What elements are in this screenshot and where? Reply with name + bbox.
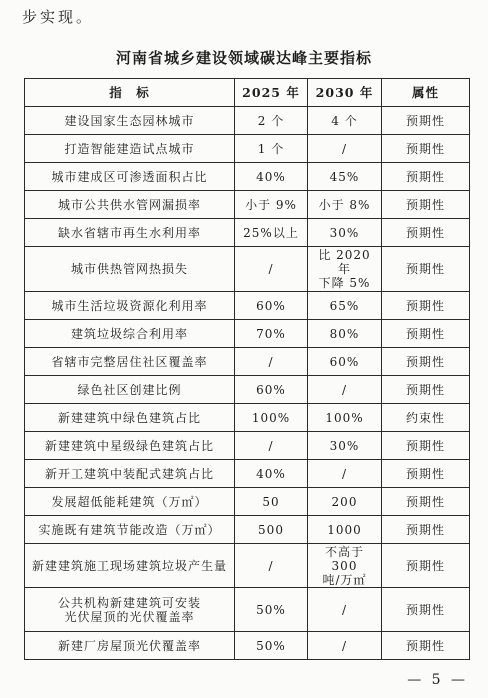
cell-2030: / — [308, 588, 382, 632]
cell-2030: 比 2020 年 下降 5% — [308, 247, 382, 292]
cell-2025: 500 — [235, 516, 308, 544]
table-title: 河南省城乡建设领域碳达峰主要指标 — [115, 49, 372, 67]
cell-2025: 40% — [235, 460, 308, 488]
table-row — [25, 516, 470, 544]
cell-attribute: 预期性 — [382, 292, 470, 320]
table-row — [25, 588, 470, 632]
cell-attribute: 预期性 — [382, 247, 470, 292]
cell-2025: / — [235, 544, 308, 588]
cell-2030: 30% — [308, 219, 382, 247]
cell-attribute: 预期性 — [382, 135, 470, 163]
cell-2030: 60% — [308, 348, 382, 376]
cell-indicator: 新建建筑中绿色建筑占比 — [25, 404, 235, 432]
cell-attribute: 预期性 — [382, 219, 470, 247]
table-row — [25, 376, 470, 404]
cell-indicator: 城市生活垃圾资源化利用率 — [25, 292, 235, 320]
cell-indicator: 发展超低能耗建筑（万㎡） — [25, 488, 235, 516]
cell-attribute: 预期性 — [382, 107, 470, 135]
cell-2025: / — [235, 432, 308, 460]
cell-2030: / — [308, 376, 382, 404]
cell-indicator: 实施既有建筑节能改造（万㎡） — [25, 516, 235, 544]
table-row — [25, 544, 470, 588]
table-row — [25, 107, 470, 135]
cell-2030: 不高于 300 吨/万㎡ — [308, 544, 382, 588]
indicator-table — [24, 78, 470, 660]
cell-indicator: 打造智能建造试点城市 — [25, 135, 235, 163]
cell-2030: 200 — [308, 488, 382, 516]
cell-2025: 1 个 — [235, 135, 308, 163]
cell-2025: 40% — [235, 163, 308, 191]
cell-attribute: 预期性 — [382, 632, 470, 660]
cell-2025: 2 个 — [235, 107, 308, 135]
cell-2030: / — [308, 460, 382, 488]
table-row — [25, 191, 470, 219]
cell-attribute: 约束性 — [382, 404, 470, 432]
cell-2030: 65% — [308, 292, 382, 320]
intro-text: 步实现。 — [22, 8, 95, 26]
cell-2025: / — [235, 247, 308, 292]
cell-2025: 50% — [235, 588, 308, 632]
cell-2030: 小于 8% — [308, 191, 382, 219]
header-indicator: 指 标 — [25, 79, 235, 107]
cell-indicator: 缺水省辖市再生水利用率 — [25, 219, 235, 247]
cell-indicator: 新建厂房屋顶光伏覆盖率 — [25, 632, 235, 660]
cell-attribute: 预期性 — [382, 460, 470, 488]
cell-2030: 4 个 — [308, 107, 382, 135]
cell-indicator: 省辖市完整居住社区覆盖率 — [25, 348, 235, 376]
cell-indicator: 绿色社区创建比例 — [25, 376, 235, 404]
cell-2025: 100% — [235, 404, 308, 432]
table-body — [25, 107, 470, 660]
cell-attribute: 预期性 — [382, 588, 470, 632]
cell-attribute: 预期性 — [382, 191, 470, 219]
cell-indicator: 建筑垃圾综合利用率 — [25, 320, 235, 348]
cell-indicator: 城市供热管网热损失 — [25, 247, 235, 292]
table-row — [25, 460, 470, 488]
cell-2025: / — [235, 348, 308, 376]
cell-2030: / — [308, 632, 382, 660]
cell-indicator: 城市建成区可渗透面积占比 — [25, 163, 235, 191]
cell-2030: 30% — [308, 432, 382, 460]
table-row — [25, 348, 470, 376]
cell-2025: 小于 9% — [235, 191, 308, 219]
table-header-row — [25, 79, 470, 107]
cell-2025: 60% — [235, 376, 308, 404]
cell-attribute: 预期性 — [382, 348, 470, 376]
table-row — [25, 320, 470, 348]
cell-2030: / — [308, 135, 382, 163]
cell-attribute: 预期性 — [382, 320, 470, 348]
cell-indicator: 公共机构新建建筑可安装 光伏屋顶的光伏覆盖率 — [25, 588, 235, 632]
cell-attribute: 预期性 — [382, 163, 470, 191]
table-row — [25, 432, 470, 460]
cell-2030: 100% — [308, 404, 382, 432]
cell-2025: 70% — [235, 320, 308, 348]
header-attribute: 属性 — [382, 79, 470, 107]
cell-attribute: 预期性 — [382, 544, 470, 588]
cell-attribute: 预期性 — [382, 488, 470, 516]
table-row — [25, 135, 470, 163]
cell-indicator: 新建建筑中星级绿色建筑占比 — [25, 432, 235, 460]
cell-attribute: 预期性 — [382, 516, 470, 544]
table-row — [25, 404, 470, 432]
table-row — [25, 247, 470, 292]
cell-indicator: 新建建筑施工现场建筑垃圾产生量 — [25, 544, 235, 588]
table-row — [25, 292, 470, 320]
cell-attribute: 预期性 — [382, 376, 470, 404]
cell-indicator: 新开工建筑中装配式建筑占比 — [25, 460, 235, 488]
cell-2030: 45% — [308, 163, 382, 191]
cell-2025: 60% — [235, 292, 308, 320]
cell-2025: 50 — [235, 488, 308, 516]
table-row — [25, 163, 470, 191]
table-row — [25, 632, 470, 660]
cell-2025: 50% — [235, 632, 308, 660]
cell-2025: 25%以上 — [235, 219, 308, 247]
cell-2030: 80% — [308, 320, 382, 348]
header-2025: 2025 年 — [235, 79, 308, 107]
page-number: — 5 — — [407, 672, 468, 688]
cell-indicator: 建设国家生态园林城市 — [25, 107, 235, 135]
cell-2030: 1000 — [308, 516, 382, 544]
header-2030: 2030 年 — [308, 79, 382, 107]
cell-indicator: 城市公共供水管网漏损率 — [25, 191, 235, 219]
cell-attribute: 预期性 — [382, 432, 470, 460]
table-row — [25, 488, 470, 516]
table-row — [25, 219, 470, 247]
